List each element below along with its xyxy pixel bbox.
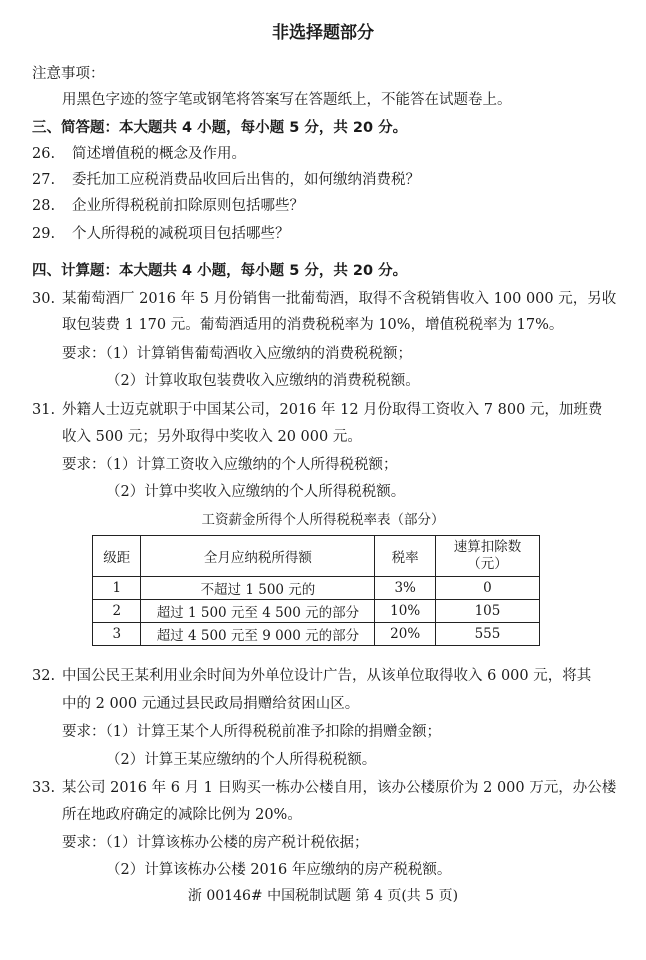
question-text: 企业所得税税前扣除原则包括哪些？ [72, 198, 304, 214]
section3-heading: 三、简答题：本大题共 4 小题，每小题 5 分，共 20 分。 [32, 120, 408, 136]
question-32-req1: 要求：（1）计算王某个人所得税税前准予扣除的捐赠金额； [62, 724, 441, 740]
question-30-req2: （2）计算收取包装费收入应缴纳的消费税税额。 [106, 373, 420, 389]
header-taxable-income: 全月应纳税所得额 [141, 536, 375, 577]
question-33-line2: 所在地政府确定的减除比例为 20%。 [62, 807, 302, 823]
question-30-req1: 要求：（1）计算销售葡萄酒收入应缴纳的消费税税额； [62, 346, 412, 362]
question-31-req1: 要求：（1）计算工资收入应缴纳的个人所得税税额； [62, 457, 398, 473]
cell-level: 2 [93, 600, 141, 623]
question-31-line1 [32, 398, 602, 419]
question-32-req2: （2）计算王某应缴纳的个人所得税税额。 [106, 752, 377, 768]
table-header-row [93, 536, 540, 577]
question-31-line2: 收入 500 元；另外取得中奖收入 20 000 元。 [62, 429, 362, 445]
cell-income: 不超过 1 500 元的 [141, 577, 375, 600]
header-rate: 税率 [375, 536, 436, 577]
question-text: 外籍人士迈克就职于中国某公司，2016 年 12 月份取得工资收入 7 800 元，加班费 [62, 402, 603, 418]
question-number: 31. [32, 402, 56, 418]
question-number: 27. [32, 172, 56, 188]
tax-rate-table [92, 535, 540, 646]
question-27 [32, 168, 420, 189]
question-number: 32. [32, 668, 56, 684]
question-text: 中国公民王某利用业余时间为外单位设计广告，从该单位取得收入 6 000 元，将其 [62, 668, 592, 684]
question-30-line1 [32, 287, 616, 308]
table-row [93, 577, 540, 600]
table-row [93, 600, 540, 623]
question-30-line2: 取包装费 1 170 元。葡萄酒适用的消费税税率为 10%，增值税税率为 17%。 [62, 317, 564, 333]
table-row [93, 623, 540, 646]
question-text: 简述增值税的概念及作用。 [72, 146, 246, 162]
cell-level: 1 [93, 577, 141, 600]
cell-income: 超过 4 500 元至 9 000 元的部分 [141, 623, 375, 646]
question-29 [32, 222, 290, 243]
cell-level: 3 [93, 623, 141, 646]
question-text: 委托加工应税消费品收回后出售的，如何缴纳消费税？ [72, 172, 420, 188]
question-32-line2: 中的 2 000 元通过县民政局捐赠给贫困山区。 [62, 696, 360, 712]
header-deduction-label: 速算扣除数 [453, 539, 522, 555]
question-number: 26. [32, 146, 56, 162]
cell-rate: 20% [375, 623, 436, 646]
section4-heading: 四、计算题：本大题共 4 小题，每小题 5 分，共 20 分。 [32, 263, 408, 279]
cell-income: 超过 1 500 元至 4 500 元的部分 [141, 600, 375, 623]
page-footer: 浙 00146# 中国税制试题 第 4 页(共 5 页) [187, 888, 459, 904]
cell-deduction: 555 [435, 623, 539, 646]
question-number: 29. [32, 226, 56, 242]
question-number: 30. [32, 291, 56, 307]
question-33-req1: 要求：（1）计算该栋办公楼的房产税计税依据； [62, 835, 369, 851]
question-28 [32, 194, 304, 215]
question-33-line1 [32, 776, 616, 797]
question-number: 28. [32, 198, 56, 214]
cell-deduction: 0 [435, 577, 539, 600]
header-level: 级距 [93, 536, 141, 577]
cell-deduction: 105 [435, 600, 539, 623]
question-32-line1 [32, 664, 591, 685]
question-33-req2: （2）计算该栋办公楼 2016 年应缴纳的房产税税额。 [106, 862, 452, 878]
cell-rate: 3% [375, 577, 436, 600]
table-caption: 工资薪金所得个人所得税税率表（部分） [201, 512, 445, 528]
question-text: 个人所得税的减税项目包括哪些？ [72, 226, 290, 242]
question-31-req2: （2）计算中奖收入应缴纳的个人所得税税额。 [106, 484, 406, 500]
question-text: 某葡萄酒厂 2016 年 5 月份销售一批葡萄酒，取得不含税销售收入 100 000 元，另收 [62, 291, 617, 307]
notice-text: 用黑色字迹的签字笔或钢笔将答案写在答题纸上，不能答在试题卷上。 [62, 92, 512, 108]
question-number: 33. [32, 780, 56, 796]
page-title: 非选择题部分 [272, 23, 374, 43]
header-deduction [435, 536, 539, 577]
notice-heading: 注意事项： [32, 66, 105, 82]
question-text: 某公司 2016 年 6 月 1 日购买一栋办公楼自用，该办公楼原价为 2 000 万元，办公楼 [62, 780, 617, 796]
question-26 [32, 142, 246, 163]
header-deduction-unit: （元） [467, 556, 508, 572]
cell-rate: 10% [375, 600, 436, 623]
